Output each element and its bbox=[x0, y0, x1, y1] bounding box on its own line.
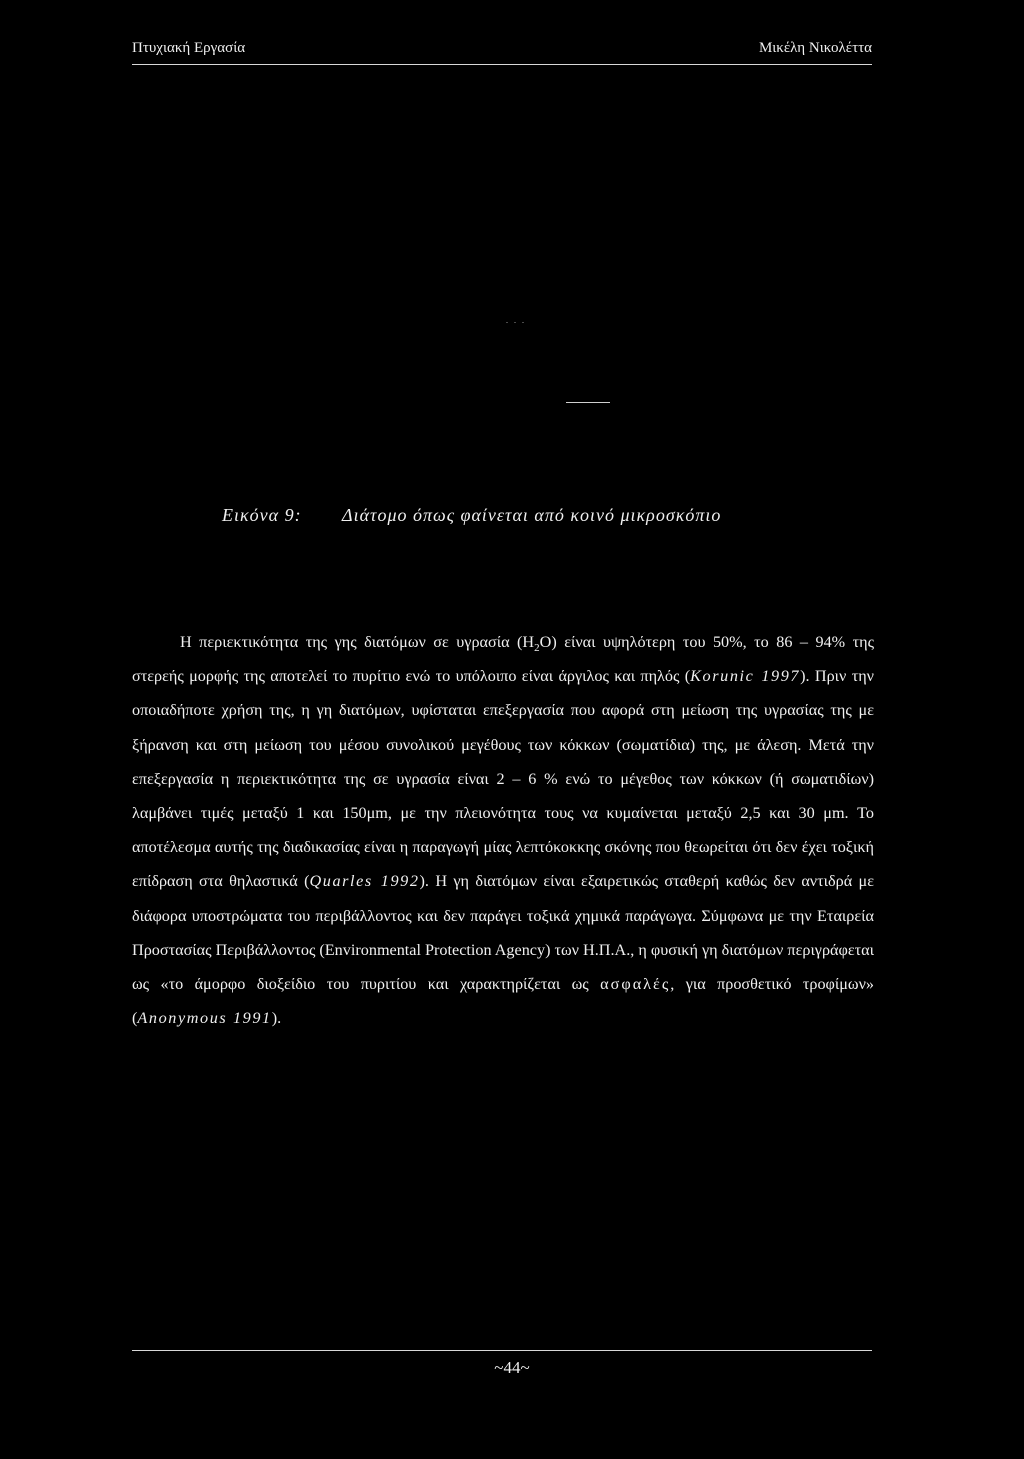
water-subscript: 2 bbox=[534, 642, 540, 655]
paragraph-text-5: , για προσθετικό τροφίμων» ( bbox=[132, 975, 874, 1028]
paragraph-text-2: O) είναι υψηλότερη του 50%, το 86 – 94% της στερεής μορφής της αποτελεί το πυρίτιο ενώ το υπόλοιπο είναι άργιλος και πηλός ( bbox=[132, 633, 875, 686]
citation-anonymous: Anonymous 1991 bbox=[137, 1009, 272, 1028]
caption-label: Εικόνα 9: bbox=[222, 505, 302, 525]
header-author: Μικέλη Νικολέττα bbox=[758, 40, 872, 56]
figure-residue-dash bbox=[566, 402, 610, 403]
paragraph-text-3: ). Πριν την οποιαδήποτε χρήση της, η γη διατόμων, υφίσταται επεξεργασία που αφορά στη μείωση της υγρασίας της με ξήρανση και στη μείωση του μέσου συνολικού μεγέθους των κόκκων (σωματίδια) της, με άλεση. Μετά την επεξεργασία η περιεκτικότητα της σε υγρασία είναι 2 – 6 % ενώ το μέγεθος των κόκκων (ή σωματιδίων) λαμβάνει τιμές μεταξύ 1 και 150μm, με την πλειονότητα τους να κυμαίνεται μεταξύ 2,5 και 30 μm. Το αποτέλεσμα αυτής της διαδικασίας είναι η παραγωγή μίας λεπτόκοκκης σκόνης που θεωρείται ότι δεν έχει τοξική επίδραση στα θηλαστικά ( bbox=[132, 667, 874, 891]
body-paragraph bbox=[132, 625, 874, 1035]
citation-korunic: Korunic 1997 bbox=[690, 667, 801, 686]
page-header bbox=[132, 40, 872, 66]
header-document-type: Πτυχιακή Εργασία bbox=[132, 40, 246, 56]
paragraph-text-6: ). bbox=[271, 1009, 282, 1028]
footer-rule bbox=[132, 1350, 872, 1351]
citation-quarles: Quarles 1992 bbox=[309, 872, 420, 891]
figure-residue-dots: . . . bbox=[506, 316, 526, 325]
caption-text: Διάτομο όπως φαίνεται από κοινό μικροσκόπιο bbox=[342, 505, 722, 525]
paragraph-text-4: ). Η γη διατόμων είναι εξαιρετικώς σταθερή καθώς δεν αντιδρά με διάφορα υποστρώματα του περιβάλλοντος και δεν παράγει τοξικά χημικά παράγωγα. Σύμφωνα με την Εταιρεία Προστασίας Περιβάλλοντος (Environmental Protection Agency) των Η.Π.Α., η φυσική γη διατόμων περιγράφεται ως «το άμορφο διοξείδιο του πυριτίου και χαρακτηρίζεται ως bbox=[132, 872, 874, 994]
header-rule bbox=[132, 64, 872, 65]
paragraph-text-1: Η περιεκτικότητα της γης διατόμων σε υγρασία (H bbox=[180, 633, 535, 651]
page-number: ~44~ bbox=[494, 1358, 530, 1377]
spaced-emphasis: ασφαλές bbox=[600, 975, 671, 994]
